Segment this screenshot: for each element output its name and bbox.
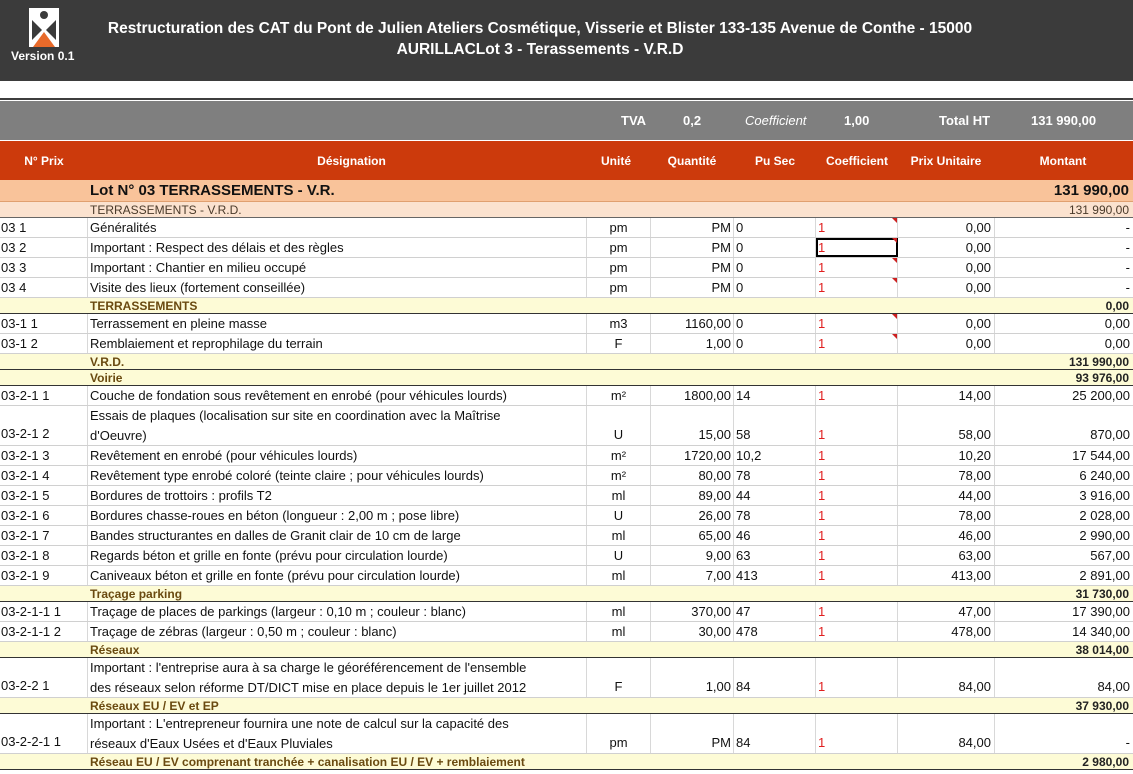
cell-pusec[interactable]: 78 xyxy=(734,506,816,525)
cell-designation[interactable]: Traçage de zébras (largeur : 0,50 m ; couleur : blanc) xyxy=(88,622,587,641)
section-row-vrd[interactable] xyxy=(0,354,1133,370)
cell-montant[interactable]: 0,00 xyxy=(1104,336,1130,351)
section-total: 37 930,00 xyxy=(1075,699,1129,713)
table-row[interactable] xyxy=(0,314,1133,334)
cell-designation[interactable]: Regards béton et grille en fonte (prévu pour circulation lourde) xyxy=(88,546,587,565)
cell-coefficient[interactable]: 1 xyxy=(816,526,898,545)
chapter-total: 131 990,00 xyxy=(1068,203,1129,217)
cell-coefficient[interactable]: 1 xyxy=(816,446,898,465)
cell-coefficient[interactable]: 1 xyxy=(816,566,898,585)
column-header-montant[interactable]: Montant xyxy=(1039,154,1087,168)
cell-designation[interactable]: Traçage de places de parkings (largeur : 0,10 m ; couleur : blanc) xyxy=(88,602,587,621)
column-header-unite[interactable]: Unité xyxy=(601,154,631,168)
table-row[interactable] xyxy=(0,506,1133,526)
comment-marker-icon xyxy=(892,218,897,223)
table-row[interactable] xyxy=(0,334,1133,354)
section-row-terrassements[interactable] xyxy=(0,298,1133,314)
total-ht-value: 131 990,00 xyxy=(1031,113,1097,128)
lot-title: Lot N° 03 TERRASSEMENTS - V.R. xyxy=(90,182,335,199)
version-label: Version 0.1 xyxy=(11,49,75,63)
cell-unit[interactable]: pm xyxy=(587,714,651,753)
cell-coefficient[interactable] xyxy=(816,278,898,297)
cell-num[interactable]: 03-2-1 9 xyxy=(0,566,88,585)
table-row[interactable] xyxy=(0,258,1133,278)
cell-designation[interactable]: Important : Chantier en milieu occupé xyxy=(88,258,587,277)
cell-unit[interactable]: m² xyxy=(587,446,651,465)
cell-num[interactable]: 03 1 xyxy=(0,218,88,237)
table-row[interactable] xyxy=(0,446,1133,466)
estimate-table xyxy=(0,180,1133,770)
cell-coefficient[interactable] xyxy=(816,218,898,237)
cell-unit[interactable]: ml xyxy=(587,622,651,641)
cell-designation[interactable] xyxy=(88,714,587,753)
coefficient-text: 1 xyxy=(818,260,826,275)
cell-pusec[interactable]: 0 xyxy=(734,238,816,257)
cell-quantity[interactable]: 1,00 xyxy=(651,658,734,697)
cell-unit[interactable]: U xyxy=(587,406,651,445)
designation-line-2: réseaux d'Eaux Usées et d'Eaux Pluviales xyxy=(90,736,333,751)
designation-line-2: d'Oeuvre) xyxy=(90,428,147,443)
cell-num[interactable]: 03 3 xyxy=(0,258,88,277)
cell-montant[interactable]: - xyxy=(1125,260,1130,275)
cell-designation[interactable]: Revêtement type enrobé coloré (teinte claire ; pour véhicules lourds) xyxy=(88,466,587,485)
tva-label: TVA xyxy=(621,113,647,128)
cell-unit[interactable]: F xyxy=(587,658,651,697)
column-header-pusec[interactable]: Pu Sec xyxy=(754,154,796,168)
lot-total: 131 990,00 xyxy=(1053,182,1129,199)
header-spacer xyxy=(0,81,1133,100)
cell-montant[interactable]: 2 028,00 xyxy=(1079,508,1130,523)
cell-num[interactable]: 03-2-1 8 xyxy=(0,546,88,565)
table-row[interactable] xyxy=(0,546,1133,566)
section-total: 93 976,00 xyxy=(1075,371,1129,385)
cell-num[interactable]: 03-2-2 1 xyxy=(0,658,88,697)
cell-pusec[interactable]: 84 xyxy=(734,714,816,753)
coefficient-text: 1 xyxy=(818,316,826,331)
comment-marker-icon xyxy=(892,314,897,319)
coefficient-value[interactable]: 1,00 xyxy=(844,113,870,128)
cell-pusec[interactable]: 44 xyxy=(734,486,816,505)
cell-pusec[interactable]: 0 xyxy=(734,314,816,333)
section-row-reseaux[interactable] xyxy=(0,642,1133,658)
cell-num[interactable]: 03-1 2 xyxy=(0,334,88,353)
cell-unit[interactable]: U xyxy=(587,546,651,565)
cell-coefficient[interactable]: 1 xyxy=(816,466,898,485)
cell-prix-unitaire[interactable]: 46,00 xyxy=(898,526,995,545)
comment-marker-icon xyxy=(892,334,897,339)
section-title: Réseaux EU / EV et EP xyxy=(90,699,219,713)
column-headers xyxy=(0,141,1133,180)
cell-quantity[interactable]: PM xyxy=(651,258,734,277)
comment-marker-icon xyxy=(892,258,897,263)
cell-pusec[interactable]: 46 xyxy=(734,526,816,545)
cell-num[interactable]: 03-2-1-1 2 xyxy=(0,622,88,641)
cell-montant[interactable]: 6 240,00 xyxy=(1079,468,1130,483)
cell-designation[interactable]: Visite des lieux (fortement conseillée) xyxy=(88,278,587,297)
cell-montant[interactable]: 14 340,00 xyxy=(1072,624,1130,639)
cell-prix-unitaire[interactable]: 78,00 xyxy=(898,466,995,485)
tva-value[interactable]: 0,2 xyxy=(683,113,702,128)
cell-unit[interactable]: pm xyxy=(587,238,651,257)
table-row[interactable] xyxy=(0,406,1133,446)
table-row[interactable] xyxy=(0,466,1133,486)
column-header-nprix[interactable]: N° Prix xyxy=(24,154,64,168)
cell-pusec[interactable]: 14 xyxy=(734,386,816,405)
page-title-line-2: AURILLACLot 3 - Terassements - V.R.D xyxy=(396,41,684,58)
cell-num[interactable]: 03-2-1 1 xyxy=(0,386,88,405)
cell-num[interactable]: 03-1 1 xyxy=(0,314,88,333)
cell-coefficient[interactable]: 1 xyxy=(816,386,898,405)
designation-line-2: des réseaux selon réforme DT/DICT mise en place depuis le 1er juillet 2012 xyxy=(90,680,527,695)
section-row-reseau-eu-tranchee[interactable] xyxy=(0,754,1133,770)
cell-designation[interactable]: Bordures de trottoirs : profils T2 xyxy=(88,486,587,505)
cell-coefficient[interactable] xyxy=(816,258,898,277)
cell-montant[interactable]: 17 390,00 xyxy=(1072,604,1130,619)
cell-montant[interactable]: - xyxy=(1125,280,1130,295)
table-row[interactable] xyxy=(0,526,1133,546)
section-title: Réseaux xyxy=(90,643,140,657)
cell-prix-unitaire[interactable]: 63,00 xyxy=(898,546,995,565)
cell-num[interactable]: 03 2 xyxy=(0,238,88,257)
cell-quantity[interactable]: 1160,00 xyxy=(651,314,734,333)
cell-unit[interactable]: ml xyxy=(587,566,651,585)
figure-logo-icon xyxy=(29,8,59,47)
cell-montant[interactable]: - xyxy=(1125,240,1130,255)
designation-line-1: Essais de plaques (localisation sur site en coordination avec la Maîtrise xyxy=(90,408,501,423)
coefficient-label: Coefficient xyxy=(745,113,807,128)
cell-coefficient[interactable]: 1 xyxy=(816,486,898,505)
designation-line-1: Important : l'entreprise aura à sa charge le géoréférencement de l'ensemble xyxy=(90,660,527,675)
cell-prix-unitaire[interactable]: 0,00 xyxy=(898,278,995,297)
cell-quantity[interactable]: PM xyxy=(651,278,734,297)
table-row[interactable] xyxy=(0,238,1133,258)
cell-unit[interactable]: ml xyxy=(587,526,651,545)
section-total: 2 980,00 xyxy=(1082,755,1129,769)
cell-montant[interactable]: 17 544,00 xyxy=(1072,448,1130,463)
table-row[interactable] xyxy=(0,386,1133,406)
total-ht-label: Total HT xyxy=(939,113,991,128)
cell-prix-unitaire[interactable]: 0,00 xyxy=(898,238,995,257)
cell-quantity[interactable]: 1720,00 xyxy=(651,446,734,465)
cell-montant[interactable]: 567,00 xyxy=(1090,548,1130,563)
comment-marker-icon xyxy=(892,278,897,283)
cell-coefficient[interactable]: 1 xyxy=(816,506,898,525)
cell-pusec[interactable]: 0 xyxy=(734,218,816,237)
cell-montant[interactable]: 25 200,00 xyxy=(1072,388,1130,403)
section-total: 38 014,00 xyxy=(1075,643,1129,657)
column-header-designation[interactable]: Désignation xyxy=(317,154,386,168)
cell-pusec[interactable]: 0 xyxy=(734,334,816,353)
designation-line-1: Important : L'entrepreneur fournira une note de calcul sur la capacité des xyxy=(90,716,509,731)
cell-designation[interactable]: Généralités xyxy=(88,218,587,237)
page-title xyxy=(60,18,1020,60)
coefficient-text: 1 xyxy=(818,336,826,351)
cell-coefficient[interactable] xyxy=(816,314,898,333)
cell-coefficient[interactable]: 1 xyxy=(816,714,898,753)
section-total: 31 730,00 xyxy=(1075,587,1129,601)
cell-designation[interactable]: Couche de fondation sous revêtement en enrobé (pour véhicules lourds) xyxy=(88,386,587,405)
cell-unit[interactable]: pm xyxy=(587,258,651,277)
cell-prix-unitaire[interactable]: 58,00 xyxy=(898,406,995,445)
cell-num[interactable]: 03-2-1 3 xyxy=(0,446,88,465)
table-row[interactable] xyxy=(0,566,1133,586)
cell-pusec[interactable]: 0 xyxy=(734,258,816,277)
table-row[interactable] xyxy=(0,486,1133,506)
cell-quantity[interactable]: 26,00 xyxy=(651,506,734,525)
coefficient-text: 1 xyxy=(818,240,826,255)
section-title: Voirie xyxy=(90,371,123,385)
cell-prix-unitaire[interactable]: 413,00 xyxy=(898,566,995,585)
cell-montant[interactable]: 2 990,00 xyxy=(1079,528,1130,543)
section-title: Traçage parking xyxy=(90,587,183,601)
coefficient-text: 1 xyxy=(818,220,826,235)
cell-designation[interactable]: Remblaiement et reprophilage du terrain xyxy=(88,334,587,353)
cell-prix-unitaire[interactable]: 0,00 xyxy=(898,218,995,237)
cell-pusec[interactable]: 58 xyxy=(734,406,816,445)
column-header-prix-unitaire[interactable]: Prix Unitaire xyxy=(910,154,982,168)
cell-quantity[interactable]: PM xyxy=(651,238,734,257)
column-header-quantite[interactable]: Quantité xyxy=(667,154,717,168)
cell-pusec[interactable]: 78 xyxy=(734,466,816,485)
table-row[interactable] xyxy=(0,602,1133,622)
table-row[interactable] xyxy=(0,658,1133,698)
cell-pusec[interactable]: 47 xyxy=(734,602,816,621)
cell-prix-unitaire[interactable]: 44,00 xyxy=(898,486,995,505)
cell-quantity[interactable]: 1,00 xyxy=(651,334,734,353)
cell-prix-unitaire[interactable]: 84,00 xyxy=(898,658,995,697)
chapter-row[interactable] xyxy=(0,202,1133,218)
cell-quantity[interactable]: PM xyxy=(651,218,734,237)
cell-coefficient[interactable]: 1 xyxy=(816,658,898,697)
cell-prix-unitaire[interactable]: 10,20 xyxy=(898,446,995,465)
cell-quantity[interactable]: 15,00 xyxy=(651,406,734,445)
cell-designation[interactable] xyxy=(88,658,587,697)
comment-marker-icon xyxy=(892,238,897,243)
page-title-line-1: Restructuration des CAT du Pont de Julien Ateliers Cosmétique, Visserie et Blister 133-135 Avenue de Conthe - 15000 xyxy=(107,20,973,37)
cell-prix-unitaire[interactable]: 47,00 xyxy=(898,602,995,621)
cell-coefficient[interactable]: 1 xyxy=(816,622,898,641)
cell-quantity[interactable]: 89,00 xyxy=(651,486,734,505)
chapter-title: TERRASSEMENTS - V.R.D. xyxy=(90,203,242,217)
cell-prix-unitaire[interactable]: 78,00 xyxy=(898,506,995,525)
cell-coefficient[interactable]: 1 xyxy=(816,602,898,621)
cell-unit[interactable]: ml xyxy=(587,486,651,505)
section-row-voirie[interactable] xyxy=(0,370,1133,386)
cell-prix-unitaire[interactable]: 84,00 xyxy=(898,714,995,753)
cell-num[interactable]: 03 4 xyxy=(0,278,88,297)
cell-coefficient[interactable] xyxy=(816,334,898,353)
cell-prix-unitaire[interactable]: 14,00 xyxy=(898,386,995,405)
cell-quantity[interactable]: 1800,00 xyxy=(651,386,734,405)
section-title: TERRASSEMENTS xyxy=(90,299,198,313)
cell-unit[interactable]: U xyxy=(587,506,651,525)
cell-quantity[interactable]: 370,00 xyxy=(651,602,734,621)
cell-num[interactable]: 03-2-2-1 1 xyxy=(0,714,88,753)
cell-designation[interactable]: Revêtement en enrobé (pour véhicules lourds) xyxy=(88,446,587,465)
cell-pusec[interactable]: 0 xyxy=(734,278,816,297)
cell-pusec[interactable]: 413 xyxy=(734,566,816,585)
cell-num[interactable]: 03-2-1 5 xyxy=(0,486,88,505)
cell-unit[interactable]: F xyxy=(587,334,651,353)
table-row[interactable] xyxy=(0,278,1133,298)
section-total: 131 990,00 xyxy=(1068,355,1129,369)
cell-coefficient-selected[interactable] xyxy=(816,238,898,257)
cell-montant[interactable]: 0,00 xyxy=(1104,316,1130,331)
cell-num[interactable]: 03-2-1 6 xyxy=(0,506,88,525)
cell-quantity[interactable]: PM xyxy=(651,714,734,753)
cell-designation[interactable]: Caniveaux béton et grille en fonte (prévu pour circulation lourde) xyxy=(88,566,587,585)
cell-designation[interactable]: Bordures chasse-roues en béton (longueur : 2,00 m ; pose libre) xyxy=(88,506,587,525)
cell-coefficient[interactable]: 1 xyxy=(816,406,898,445)
cell-montant[interactable]: 870,00 xyxy=(1090,427,1130,442)
app-header xyxy=(0,0,1133,81)
cell-quantity[interactable]: 65,00 xyxy=(651,526,734,545)
cell-quantity[interactable]: 9,00 xyxy=(651,546,734,565)
cell-designation[interactable]: Bandes structurantes en dalles de Granit clair de 10 cm de large xyxy=(88,526,587,545)
cell-quantity[interactable]: 30,00 xyxy=(651,622,734,641)
cell-prix-unitaire[interactable]: 478,00 xyxy=(898,622,995,641)
cell-prix-unitaire[interactable]: 0,00 xyxy=(898,334,995,353)
section-title: Réseau EU / EV comprenant tranchée + canalisation EU / EV + remblaiement xyxy=(90,755,525,769)
cell-unit[interactable]: m3 xyxy=(587,314,651,333)
summary-bar xyxy=(0,101,1133,140)
cell-unit[interactable]: pm xyxy=(587,218,651,237)
table-row[interactable] xyxy=(0,218,1133,238)
section-title: V.R.D. xyxy=(90,355,125,369)
cell-montant[interactable]: - xyxy=(1125,220,1130,235)
coefficient-text: 1 xyxy=(818,280,826,295)
cell-designation[interactable]: Terrassement en pleine masse xyxy=(88,314,587,333)
cell-montant[interactable]: 2 891,00 xyxy=(1079,568,1130,583)
cell-pusec[interactable]: 84 xyxy=(734,658,816,697)
section-row-reseaux-eu[interactable] xyxy=(0,698,1133,714)
cell-quantity[interactable]: 80,00 xyxy=(651,466,734,485)
cell-unit[interactable]: m² xyxy=(587,466,651,485)
cell-designation[interactable]: Important : Respect des délais et des règles xyxy=(88,238,587,257)
cell-num[interactable]: 03-2-1 2 xyxy=(0,406,88,445)
table-row[interactable] xyxy=(0,714,1133,754)
cell-unit[interactable]: m² xyxy=(587,386,651,405)
cell-prix-unitaire[interactable]: 0,00 xyxy=(898,258,995,277)
cell-unit[interactable]: ml xyxy=(587,602,651,621)
column-header-coefficient[interactable]: Coefficient xyxy=(825,154,888,168)
cell-pusec[interactable]: 478 xyxy=(734,622,816,641)
section-row-tracage[interactable] xyxy=(0,586,1133,602)
cell-num[interactable]: 03-2-1 7 xyxy=(0,526,88,545)
cell-designation[interactable] xyxy=(88,406,587,445)
cell-montant[interactable]: 3 916,00 xyxy=(1079,488,1130,503)
table-row[interactable] xyxy=(0,622,1133,642)
section-total: 0,00 xyxy=(1105,299,1129,313)
lot-row[interactable] xyxy=(0,180,1133,202)
cell-pusec[interactable]: 10,2 xyxy=(734,446,816,465)
cell-montant[interactable]: - xyxy=(1125,735,1130,750)
cell-pusec[interactable]: 63 xyxy=(734,546,816,565)
cell-prix-unitaire[interactable]: 0,00 xyxy=(898,314,995,333)
cell-coefficient[interactable]: 1 xyxy=(816,546,898,565)
cell-unit[interactable]: pm xyxy=(587,278,651,297)
cell-num[interactable]: 03-2-1 4 xyxy=(0,466,88,485)
cell-quantity[interactable]: 7,00 xyxy=(651,566,734,585)
cell-num[interactable]: 03-2-1-1 1 xyxy=(0,602,88,621)
cell-montant[interactable]: 84,00 xyxy=(1097,679,1130,694)
